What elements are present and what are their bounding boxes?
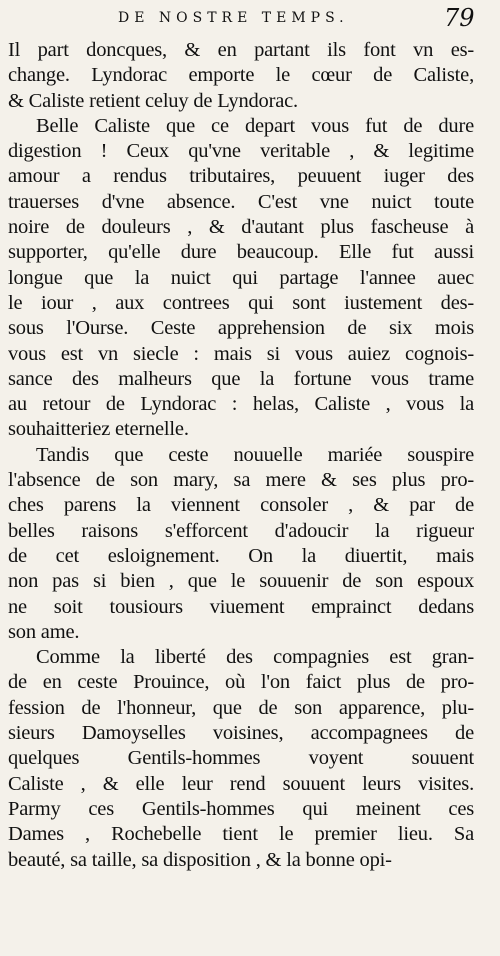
text-line: amour a rendus tributaires, peuuent iuger des — [8, 165, 474, 188]
text-line: Parmy ces Gentils-hommes qui meinent ces — [8, 797, 474, 820]
text-line: au retour de Lyndorac : helas, Caliste , vous la — [8, 393, 474, 416]
paragraph — [8, 114, 474, 443]
text-line: sieurs Damoyselles voisines, accompagnees de — [8, 722, 474, 745]
text-line: vous est vn siecle : mais si vous auiez cognois- — [8, 342, 474, 365]
text-line: quelques Gentils-hommes voyent souuent — [8, 747, 474, 770]
text-line: l'absence de son mary, sa mere & ses plus pro- — [8, 469, 474, 492]
text-line: Comme la liberté des compagnies est gran- — [36, 646, 474, 669]
text-line: change. Lyndorac emporte le cœur de Caliste, — [8, 64, 474, 87]
paragraph — [8, 38, 474, 114]
text-line: supporter, qu'elle dure beaucoup. Elle fut aussi — [8, 241, 474, 264]
text-line: fession de l'honneur, que de son apparence, plu- — [8, 696, 474, 719]
text-line: ne soit tousiours viuement emprainct dedans — [8, 595, 474, 618]
text-line: ches parens la viennent consoler , & par de — [8, 494, 474, 517]
text-line: beauté, sa taille, sa disposition , & la bonne opi- — [8, 848, 392, 871]
text-line: Belle Caliste que ce depart vous fut de dure — [36, 114, 474, 137]
text-line: son ame. — [8, 620, 80, 643]
text-line: noire de douleurs , & d'autant plus fascheuse à — [8, 216, 474, 239]
running-title: DE NOSTRE TEMPS. — [118, 10, 349, 26]
text-line: le iour , aux contrees qui sont iustement des- — [8, 291, 474, 314]
text-line: Dames , Rochebelle tient le premier lieu. Sa — [8, 823, 474, 846]
text-line: de cet esloignement. On la diuertit, mais — [8, 544, 474, 567]
text-line: Tandis que ceste nouuelle mariée souspire — [36, 443, 474, 466]
text-line: non pas si bien , que le souuenir de son espoux — [8, 570, 474, 593]
text-line: digestion ! Ceux qu'vne veritable , & legitime — [8, 140, 474, 163]
text-line: longue que la nuict qui partage l'annee auec — [8, 266, 474, 289]
text-line: Caliste , & elle leur rend souuent leurs visites. — [8, 772, 474, 795]
text-line: belles raisons s'efforcent d'adoucir la rigueur — [8, 519, 474, 542]
text-line: sous l'Ourse. Ceste apprehension de six mois — [8, 317, 474, 340]
page-number: 79 — [444, 4, 475, 32]
text-line: trauerses d'vne absence. C'est vne nuict toute — [8, 190, 474, 213]
text-line: Il part doncques, & en partant ils font vn es- — [8, 39, 474, 61]
body-text — [8, 38, 474, 873]
paragraph — [8, 645, 474, 873]
text-line: & Caliste retient celuy de Lyndorac. — [8, 89, 298, 112]
page-header — [8, 6, 474, 38]
text-line: de en ceste Prouince, où l'on faict plus de pro- — [8, 671, 474, 694]
text-line: sance des malheurs que la fortune vous trame — [8, 367, 474, 390]
text-line: souhaitteriez eternelle. — [8, 418, 189, 441]
paragraph — [8, 443, 474, 645]
